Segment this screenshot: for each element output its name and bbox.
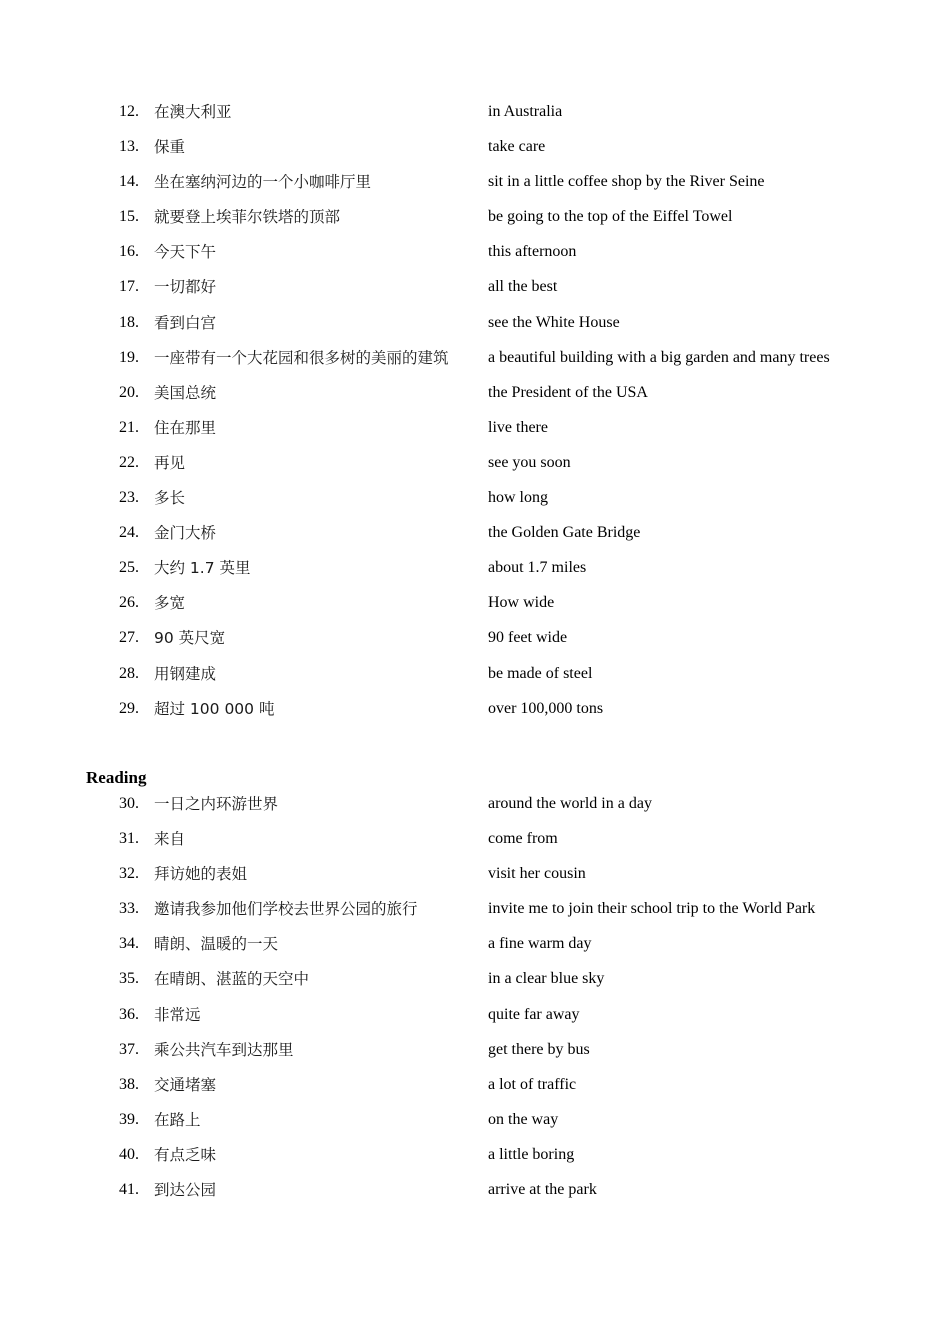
english-phrase: all the best bbox=[488, 278, 558, 296]
vocab-row bbox=[0, 313, 950, 348]
vocab-row bbox=[0, 664, 950, 699]
vocab-row bbox=[0, 488, 950, 523]
item-number: 26. bbox=[119, 594, 139, 612]
vocab-row bbox=[0, 699, 950, 734]
vocab-row bbox=[0, 969, 950, 1004]
chinese-phrase: 在路上 bbox=[154, 1110, 201, 1129]
item-number: 32. bbox=[119, 865, 139, 883]
chinese-phrase: 今天下午 bbox=[154, 243, 217, 262]
item-number: 33. bbox=[119, 900, 139, 918]
vocab-row bbox=[0, 1040, 950, 1075]
chinese-phrase: 多宽 bbox=[154, 594, 186, 613]
english-phrase: the President of the USA bbox=[488, 383, 648, 401]
english-phrase: a fine warm day bbox=[488, 935, 592, 953]
item-number: 29. bbox=[119, 699, 139, 717]
item-number: 15. bbox=[119, 208, 139, 226]
english-phrase: around the world in a day bbox=[488, 795, 652, 812]
item-number: 41. bbox=[119, 1181, 139, 1199]
item-number: 37. bbox=[119, 1040, 139, 1058]
item-number: 23. bbox=[119, 489, 139, 507]
english-phrase: invite me to join their school trip to the World Park bbox=[488, 900, 816, 918]
english-phrase: sit in a little coffee shop by the River Seine bbox=[488, 173, 765, 191]
item-number: 28. bbox=[119, 664, 139, 682]
chinese-phrase: 拜访她的表姐 bbox=[154, 865, 248, 884]
english-phrase: see you soon bbox=[488, 453, 571, 471]
item-number: 24. bbox=[119, 524, 139, 542]
chinese-phrase: 乘公共汽车到达那里 bbox=[154, 1040, 294, 1059]
english-phrase: quite far away bbox=[488, 1005, 580, 1023]
item-number: 34. bbox=[119, 935, 139, 953]
item-number: 35. bbox=[119, 970, 139, 988]
item-number: 30. bbox=[119, 795, 139, 812]
vocab-row bbox=[0, 1180, 950, 1215]
chinese-phrase: 一切都好 bbox=[154, 278, 217, 297]
vocab-row bbox=[0, 207, 950, 242]
item-number: 38. bbox=[119, 1075, 139, 1093]
english-phrase: how long bbox=[488, 489, 548, 507]
vocab-row bbox=[0, 242, 950, 277]
vocab-list-2 bbox=[0, 794, 950, 1215]
english-phrase: take care bbox=[488, 138, 546, 156]
chinese-phrase: 就要登上埃菲尔铁塔的顶部 bbox=[154, 208, 341, 227]
english-phrase: this afternoon bbox=[488, 243, 577, 261]
english-phrase: see the White House bbox=[488, 313, 620, 331]
vocab-row bbox=[0, 899, 950, 934]
item-number: 12. bbox=[119, 103, 139, 120]
chinese-phrase: 用钢建成 bbox=[154, 664, 217, 683]
chinese-phrase: 邀请我参加他们学校去世界公园的旅行 bbox=[154, 900, 418, 919]
item-number: 17. bbox=[119, 278, 139, 296]
chinese-phrase: 保重 bbox=[154, 138, 186, 157]
item-number: 31. bbox=[119, 830, 139, 848]
english-phrase: arrive at the park bbox=[488, 1181, 597, 1199]
vocab-row bbox=[0, 1145, 950, 1180]
chinese-phrase: 一座带有一个大花园和很多树的美丽的建筑 bbox=[154, 348, 449, 367]
vocab-row bbox=[0, 172, 950, 207]
english-phrase: live there bbox=[488, 418, 548, 436]
vocab-row bbox=[0, 628, 950, 663]
english-phrase: a beautiful building with a big garden and many trees bbox=[488, 348, 830, 366]
english-phrase: 90 feet wide bbox=[488, 629, 568, 647]
vocab-row bbox=[0, 453, 950, 488]
item-number: 27. bbox=[119, 629, 139, 647]
chinese-phrase: 来自 bbox=[154, 830, 186, 849]
english-phrase: be going to the top of the Eiffel Towel bbox=[488, 208, 733, 226]
item-number: 25. bbox=[119, 559, 139, 577]
chinese-phrase: 在澳大利亚 bbox=[154, 103, 232, 121]
chinese-phrase: 晴朗、温暖的一天 bbox=[154, 935, 279, 954]
english-phrase: a little boring bbox=[488, 1145, 575, 1163]
vocab-row bbox=[0, 102, 950, 137]
chinese-phrase: 有点乏味 bbox=[154, 1145, 217, 1164]
chinese-phrase: 多长 bbox=[154, 489, 186, 508]
chinese-phrase: 再见 bbox=[154, 453, 186, 472]
chinese-phrase: 看到白宫 bbox=[154, 313, 217, 332]
chinese-phrase: 超过 100 000 吨 bbox=[154, 699, 275, 718]
vocab-row bbox=[0, 794, 950, 829]
vocab-list-1 bbox=[0, 102, 950, 734]
english-phrase: the Golden Gate Bridge bbox=[488, 524, 641, 542]
english-phrase: get there by bus bbox=[488, 1040, 590, 1058]
item-number: 14. bbox=[119, 173, 139, 191]
vocab-row bbox=[0, 1110, 950, 1145]
english-phrase: about 1.7 miles bbox=[488, 559, 587, 577]
english-phrase: on the way bbox=[488, 1110, 559, 1128]
item-number: 40. bbox=[119, 1145, 139, 1163]
item-number: 18. bbox=[119, 313, 139, 331]
vocab-row bbox=[0, 593, 950, 628]
english-phrase: over 100,000 tons bbox=[488, 699, 604, 717]
chinese-phrase: 90 英尺宽 bbox=[154, 629, 226, 648]
english-phrase: be made of steel bbox=[488, 664, 593, 682]
vocab-row bbox=[0, 558, 950, 593]
item-number: 22. bbox=[119, 453, 139, 471]
english-phrase: visit her cousin bbox=[488, 865, 586, 883]
vocab-row bbox=[0, 418, 950, 453]
vocab-row bbox=[0, 523, 950, 558]
chinese-phrase: 美国总统 bbox=[154, 383, 217, 402]
item-number: 39. bbox=[119, 1110, 139, 1128]
chinese-phrase: 到达公园 bbox=[154, 1181, 217, 1200]
english-phrase: come from bbox=[488, 830, 558, 848]
vocab-row bbox=[0, 1005, 950, 1040]
item-number: 19. bbox=[119, 348, 139, 366]
item-number: 16. bbox=[119, 243, 139, 261]
english-phrase: How wide bbox=[488, 594, 555, 612]
english-phrase: in Australia bbox=[488, 103, 563, 120]
chinese-phrase: 在晴朗、湛蓝的天空中 bbox=[154, 970, 310, 989]
item-number: 36. bbox=[119, 1005, 139, 1023]
vocab-row bbox=[0, 934, 950, 969]
english-phrase: in a clear blue sky bbox=[488, 970, 605, 988]
chinese-phrase: 大约 1.7 英里 bbox=[154, 559, 251, 578]
chinese-phrase: 金门大桥 bbox=[154, 524, 217, 543]
vocab-row bbox=[0, 277, 950, 312]
vocab-row bbox=[0, 829, 950, 864]
vocab-row bbox=[0, 348, 950, 383]
chinese-phrase: 交通堵塞 bbox=[154, 1075, 217, 1094]
chinese-phrase: 非常远 bbox=[154, 1005, 201, 1024]
english-phrase: a lot of traffic bbox=[488, 1075, 577, 1093]
chinese-phrase: 住在那里 bbox=[154, 418, 217, 437]
chinese-phrase: 坐在塞纳河边的一个小咖啡厅里 bbox=[154, 173, 372, 192]
item-number: 21. bbox=[119, 418, 139, 436]
section-heading-reading: Reading bbox=[86, 768, 147, 787]
item-number: 20. bbox=[119, 383, 139, 401]
chinese-phrase: 一日之内环游世界 bbox=[154, 795, 279, 813]
vocab-row bbox=[0, 864, 950, 899]
vocab-row bbox=[0, 137, 950, 172]
vocab-row bbox=[0, 1075, 950, 1110]
vocab-row bbox=[0, 383, 950, 418]
item-number: 13. bbox=[119, 138, 139, 156]
